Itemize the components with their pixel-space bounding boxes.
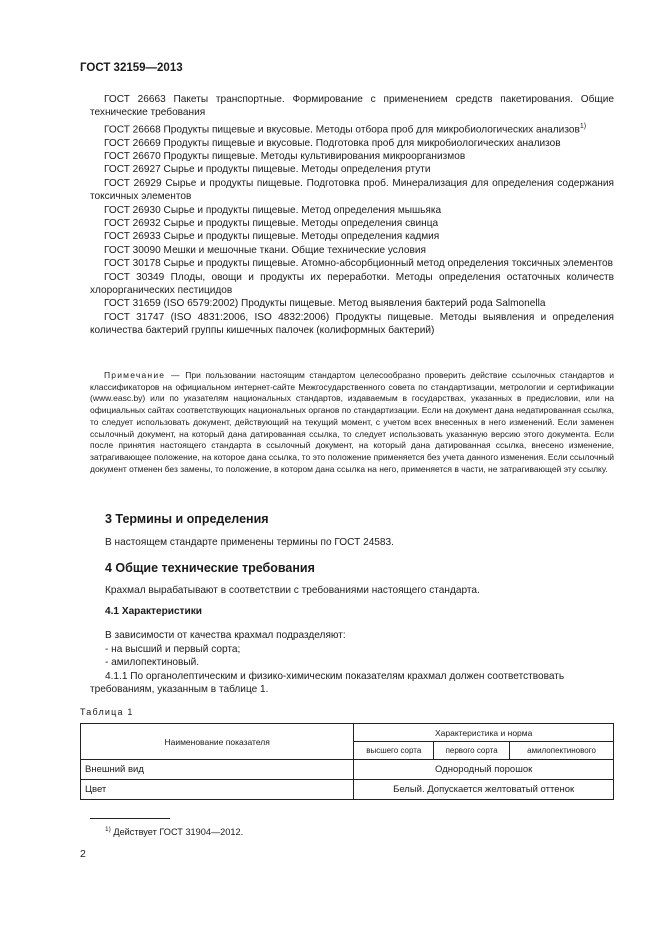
footnote-separator bbox=[90, 818, 170, 819]
row-value: Белый. Допускается желтоватый оттенок bbox=[354, 780, 614, 800]
column-header-name: Наименование показателя bbox=[81, 724, 354, 760]
reference-item: ГОСТ 26932 Сырье и продукты пищевые. Методы определения свинца bbox=[104, 218, 439, 230]
reference-item: ГОСТ 26927 Сырье и продукты пищевые. Методы определения ртути bbox=[104, 164, 431, 176]
note-text: При пользовании настоящим стандартом целесообразно проверить действие ссылочных стандартов и классификаторов на официальном интернет-сайте Межгосударственного совета по стандартизации, метрологии и сертификации (www.easc.by) или по указателям национальных стандартов, издаваемым в государствах, указанных в предисловии, или на официальных сайтах соответствующих национальных органов по стандартизации. Если на документ дана недатированная ссылка, то следует использовать документ, действующий на текущий момент, с учетом всех внесенных в него изменений. Если заменен ссылочный документ, на который дана датированная ссылка, то следует использовать указанную версию этого документа. Если после принятия настоящего стандарта в ссылочный документ, на который дана датированная ссылка, внесено изменение, затрагивающее положение, на которое дана ссылка, то это положение применяется без учета данного изменения. Если ссылочный документ отменен без замены, то положение, в котором дана ссылка на него, применяется в части, не затрагивающей эту ссылку. bbox=[90, 370, 614, 474]
footnote-mark: 1) bbox=[579, 122, 587, 130]
reference-item: ГОСТ 26670 Продукты пищевые. Методы культивирования микроорганизмов bbox=[104, 150, 466, 162]
footnote-mark: 1) bbox=[105, 826, 111, 833]
list-item: - на высший и первый сорта; bbox=[105, 643, 241, 655]
page-number: 2 bbox=[80, 848, 86, 860]
sub-column-header: амилопектинового bbox=[510, 742, 614, 760]
reference-item: ГОСТ 26929 Сырье и продукты пищевые. Подготовка проб. Минерализация для определения содержания токсичных элементов bbox=[90, 177, 614, 203]
row-name: Внешний вид bbox=[81, 760, 354, 780]
clause-4-1-1: 4.1.1 По органолептическим и физико-химическим показателям крахмал должен соответствовать требованиям, указанным в таблице 1. bbox=[90, 670, 565, 696]
reference-item: ГОСТ 26669 Продукты пищевые и вкусовые. Подготовка проб для микробиологических анализов bbox=[104, 137, 561, 149]
reference-item: ГОСТ 30090 Мешки и мешочные ткани. Общие технические условия bbox=[104, 244, 426, 256]
table-1 bbox=[80, 723, 614, 800]
reference-item: ГОСТ 26663 Пакеты транспортные. Формирование с применением средств пакетирования. Общие технические требования bbox=[90, 94, 614, 119]
list-item: - амилопектиновый. bbox=[105, 657, 200, 669]
reference-item: ГОСТ 26933 Сырье и продукты пищевые. Методы определения кадмия bbox=[104, 231, 440, 243]
reference-item: ГОСТ 26668 Продукты пищевые и вкусовые. Методы отбора проб для микробиологических анализов$^{1)}$ bbox=[104, 122, 587, 136]
section-3-text: В настоящем стандарте применены термины по ГОСТ 24583. bbox=[105, 537, 394, 548]
reference-item: ГОСТ 30178 Сырье и продукты пищевые. Атомно-абсорбционный метод определения токсичных элементов bbox=[104, 258, 614, 270]
footnote-text: Действует ГОСТ 31904—2012. bbox=[113, 827, 244, 838]
section-4-text: Крахмал вырабатывают в соответствии с требованиями настоящего стандарта. bbox=[105, 585, 480, 596]
row-value: Однородный порошок bbox=[354, 760, 614, 780]
table-caption: Таблица 1 bbox=[80, 707, 134, 717]
reference-item: ГОСТ 31659 (ISO 6579:2002) Продукты пищевые. Метод выявления бактерий рода Salmonella bbox=[104, 298, 546, 310]
reference-item: ГОСТ 26930 Сырье и продукты пищевые. Метод определения мышьяка bbox=[104, 204, 442, 216]
table-row bbox=[81, 760, 614, 780]
section-4-heading: 4 Общие технические требования bbox=[105, 561, 315, 575]
column-group-header: Характеристика и норма bbox=[354, 724, 614, 742]
subsection-4-1-heading: 4.1 Характеристики bbox=[105, 606, 202, 617]
sub-intro: В зависимости от качества крахмал подразделяют: bbox=[105, 630, 346, 641]
reference-item: ГОСТ 31747 (ISO 4831:2006, ISO 4832:2006) Продукты пищевые. Методы выявления и определения количества бактерий группы кишечных палочек (колиформных бактерий) bbox=[90, 311, 614, 337]
footnote bbox=[105, 826, 243, 837]
sub-column-header: высшего сорта bbox=[354, 742, 434, 760]
note-label: Примечание — bbox=[104, 370, 181, 380]
table-row bbox=[81, 780, 614, 800]
section-3-heading: 3 Термины и определения bbox=[105, 512, 269, 526]
subsection-4-1-body bbox=[90, 629, 614, 697]
normative-references-list bbox=[90, 93, 614, 338]
note-block bbox=[90, 370, 614, 475]
sub-column-header: первого сорта bbox=[434, 742, 510, 760]
row-name: Цвет bbox=[81, 780, 354, 800]
reference-item: ГОСТ 30349 Плоды, овощи и продукты их переработки. Методы определения остаточных количеств хлорорганических пестицидов bbox=[90, 271, 614, 297]
document-code-header: ГОСТ 32159—2013 bbox=[80, 62, 183, 74]
